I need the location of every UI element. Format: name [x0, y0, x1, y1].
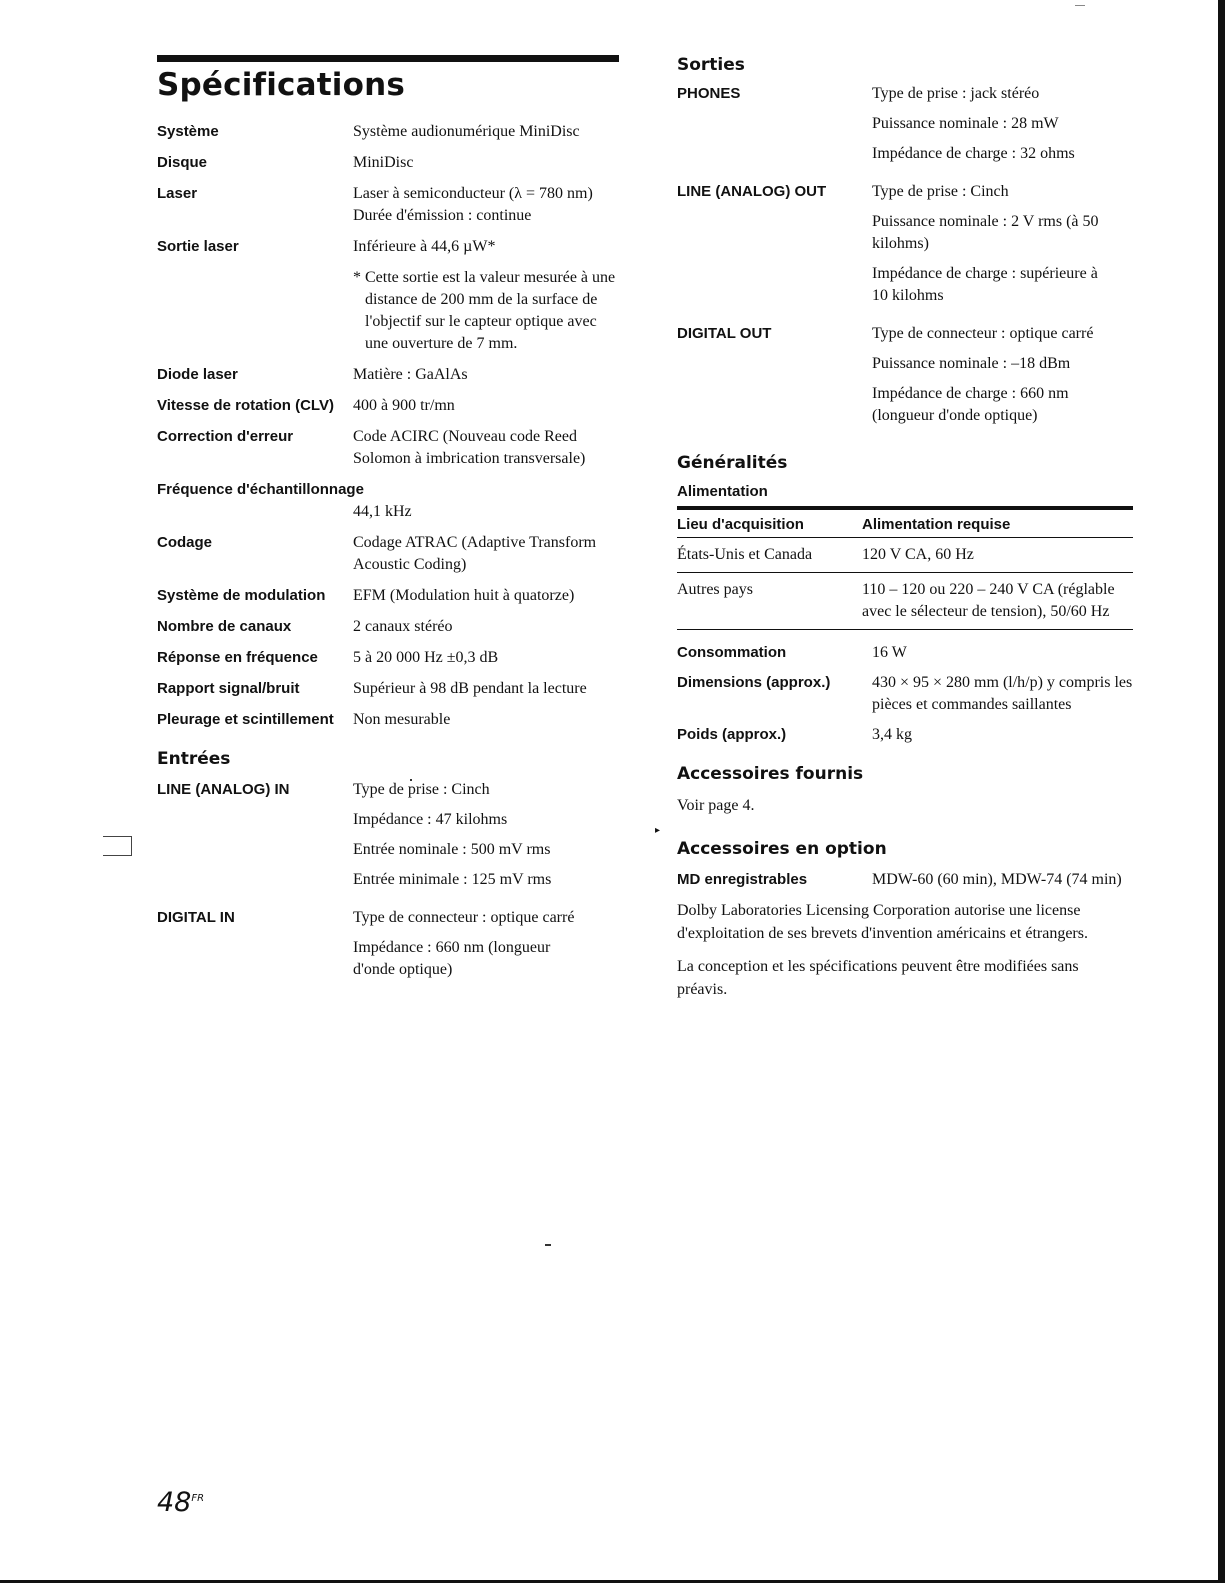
table-cell: 120 V CA, 60 Hz: [862, 538, 1133, 573]
spec-label-frequence-echantillonnage: Fréquence d'échantillonnage: [157, 481, 364, 498]
table-header-row: [677, 508, 1133, 538]
io-lines: Type de connecteur : optique carré Puissance nominale : –18 dBm Impédance de charge : 660 nm (longueur d'onde optique): [872, 325, 1094, 424]
spec-row-laser: [157, 183, 627, 227]
left-column: [157, 55, 627, 997]
scan-speck: [545, 1244, 551, 1246]
section-heading-entrees: Entrées: [157, 749, 231, 769]
spec-value: Système audionumérique MiniDisc: [353, 123, 580, 140]
dolby-text: Dolby Laboratories Licensing Corporation autorise une license d'exploitation de ses brevets d'invention américains et étrangers.: [677, 902, 1088, 942]
io-value: 16 W: [872, 644, 907, 661]
section-heading-generalites: Généralités: [677, 453, 788, 473]
io-label: Poids (approx.): [677, 726, 787, 743]
spec-row-codage: [157, 532, 627, 576]
spec-label: Système: [157, 123, 219, 140]
title-rule: [157, 55, 619, 62]
spec-label: Laser: [157, 185, 198, 202]
spec-value: EFM (Modulation huit à quatorze): [353, 587, 575, 604]
spec-value: 400 à 900 tr/mn: [353, 397, 455, 414]
io-block-digital-in: [157, 907, 627, 989]
spec-label: Codage: [157, 534, 213, 551]
column-header: Lieu d'acquisition: [677, 508, 862, 538]
io-label: LINE (ANALOG) OUT: [677, 183, 827, 200]
io-label: PHONES: [677, 85, 741, 102]
spec-label: Vitesse de rotation (CLV): [157, 397, 334, 414]
spec-row-modulation: [157, 585, 627, 607]
spec-value: Non mesurable: [353, 711, 451, 728]
spec-row-diode-laser: [157, 364, 627, 386]
right-column: [677, 55, 1147, 1011]
spec-row-disque: [157, 152, 627, 174]
section-heading-sorties: Sorties: [677, 55, 745, 75]
io-block-digital-out: [677, 323, 1147, 435]
spec-value: Inférieure à 44,6 µW*: [353, 238, 496, 255]
io-label: LINE (ANALOG) IN: [157, 781, 290, 798]
accessories-text: Voir page 4.: [677, 797, 755, 814]
scan-tick: [1075, 5, 1085, 6]
io-lines: Type de prise : Cinch Impédance : 47 kilohms Entrée nominale : 500 mV rms Entrée minimale : 125 mV rms: [353, 781, 552, 888]
io-value: 430 × 95 × 280 mm (l/h/p) y compris les pièces et commandes saillantes: [872, 674, 1133, 713]
io-label: Dimensions (approx.): [677, 674, 831, 691]
margin-bracket-mark: [103, 836, 132, 856]
spec-row-vitesse-rotation: [157, 395, 627, 417]
io-lines: Type de prise : jack stéréo Puissance nominale : 28 mW Impédance de charge : 32 ohms: [872, 85, 1075, 162]
scan-edge-right: [1218, 0, 1225, 1583]
io-lines: Type de prise : Cinch Puissance nominale : 2 V rms (à 50 kilohms) Impédance de charge : supérieure à 10 kilohms: [872, 183, 1099, 304]
io-label: Consommation: [677, 644, 787, 661]
spec-value: Matière : GaAlAs: [353, 366, 468, 383]
spec-value: 5 à 20 000 Hz ±0,3 dB: [353, 649, 499, 666]
spec-label: Rapport signal/bruit: [157, 680, 300, 697]
table-cell: États-Unis et Canada: [677, 538, 862, 573]
page-number: $48^{FR}$: [157, 1487, 205, 1518]
spec-label: Diode laser: [157, 366, 238, 383]
spec-label: Nombre de canaux: [157, 618, 292, 635]
io-label: MD enregistrables: [677, 871, 808, 888]
spec-value: Supérieur à 98 dB pendant la lecture: [353, 680, 587, 697]
io-label: DIGITAL OUT: [677, 325, 772, 342]
spec-row-canaux: [157, 616, 627, 638]
io-value: MDW-60 (60 min), MDW-74 (74 min): [872, 871, 1122, 888]
io-value: 3,4 kg: [872, 726, 912, 743]
power-table: [677, 506, 1133, 630]
spec-label: Réponse en fréquence: [157, 649, 318, 666]
table-cell: 110 – 120 ou 220 – 240 V CA (réglable avec le sélecteur de tension), 50/60 Hz: [862, 573, 1133, 630]
io-block-dimensions: [677, 672, 1147, 716]
spec-value: 44,1 kHz: [353, 503, 412, 520]
table-row: [677, 573, 1133, 630]
scan-bullet-mark: ▸: [655, 825, 661, 836]
spec-row-reponse-frequence: [157, 647, 627, 669]
spec-value: Laser à semiconducteur (λ = 780 nm) Durée d'émission : continue: [353, 185, 593, 224]
notice-text: La conception et les spécifications peuvent être modifiées sans préavis.: [677, 958, 1079, 998]
section-heading-accessoires-fournis: Accessoires fournis: [677, 764, 864, 784]
spec-value: 2 canaux stéréo: [353, 618, 453, 635]
io-block-line-in: [157, 779, 627, 899]
page-title: Spécifications: [157, 67, 406, 103]
io-block-md: [677, 869, 1147, 891]
spec-value: Code ACIRC (Nouveau code Reed Solomon à imbrication transversale): [353, 428, 586, 467]
io-block-poids: [677, 724, 1147, 746]
spec-label: Disque: [157, 154, 208, 171]
table-cell: Autres pays: [677, 573, 862, 630]
spec-row-systeme: [157, 121, 627, 143]
io-block-line-out: [677, 181, 1147, 315]
io-lines: Type de connecteur : optique carré Impédance : 660 nm (longueur d'onde optique): [353, 909, 575, 978]
section-heading-accessoires-option: Accessoires en option: [677, 839, 887, 859]
spec-row-signal-bruit: [157, 678, 627, 700]
spec-row-sortie-laser: [157, 236, 627, 258]
io-block-consommation: [677, 642, 1147, 664]
spec-label: Correction d'erreur: [157, 428, 294, 445]
io-block-phones: [677, 83, 1147, 173]
spec-label: Pleurage et scintillement: [157, 711, 334, 728]
spec-label: Sortie laser: [157, 238, 239, 255]
table-row: [677, 538, 1133, 573]
spec-value: Codage ATRAC (Adaptive Transform Acoustic Coding): [353, 534, 597, 573]
sub-heading-alimentation: Alimentation: [677, 483, 768, 500]
spec-value: MiniDisc: [353, 154, 414, 171]
io-label: DIGITAL IN: [157, 909, 235, 926]
laser-footnote: * Cette sortie est la valeur mesurée à une distance de 200 mm de la surface de l'objectif sur le capteur optique avec une ouverture de 7 mm.: [353, 269, 616, 352]
column-header: Alimentation requise: [862, 508, 1133, 538]
page-number-suffix: FR: [191, 1493, 205, 1504]
spec-row-pleurage: [157, 709, 627, 731]
spec-label: Système de modulation: [157, 587, 326, 604]
spec-row-correction-erreur: [157, 426, 627, 470]
